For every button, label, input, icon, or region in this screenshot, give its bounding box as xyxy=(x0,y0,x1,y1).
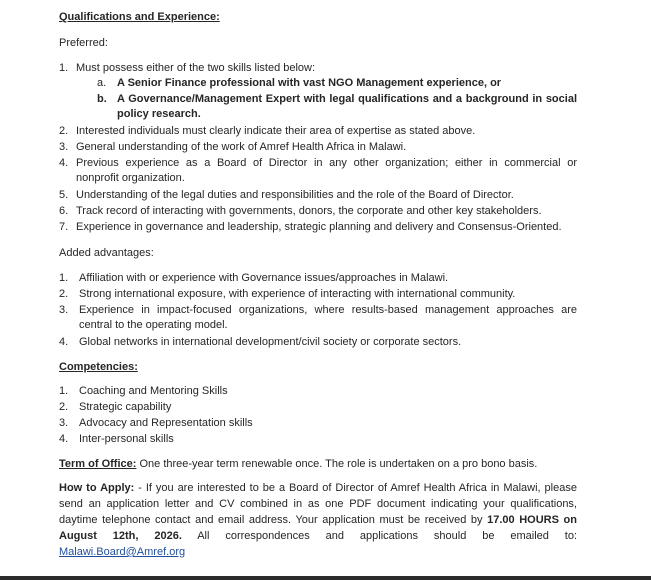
qualification-number: 3. xyxy=(59,141,69,153)
competency-number: 2. xyxy=(59,401,69,413)
advantage-item: Strong international exposure, with experience of interacting with international community. xyxy=(79,288,516,300)
term-text: One three-year term renewable once. The role is undertaken on a pro bono basis. xyxy=(136,458,538,470)
competencies-heading: Competencies: xyxy=(59,361,138,373)
apply-line-2: send an application letter and CV combined in as one PDF document indicating your qualifications, xyxy=(59,498,577,510)
competency-number: 4. xyxy=(59,433,69,445)
deadline-date: August 12th, 2026. xyxy=(59,530,182,542)
preferred-label: Preferred: xyxy=(59,37,108,49)
apply-text: daytime telephone contact and email address. Your application must be received by xyxy=(59,514,488,526)
qualification-number: 1. xyxy=(59,62,69,74)
apply-line-1 xyxy=(59,482,577,495)
qualification-item: Must possess either of the two skills listed below: xyxy=(76,62,316,74)
email-link[interactable]: Malawi.Board@Amref.org xyxy=(59,546,186,558)
apply-label: How to Apply: xyxy=(59,482,139,494)
qualification-number: 4. xyxy=(59,157,69,169)
qualification-number: 2. xyxy=(59,125,69,137)
qualification-number: 6. xyxy=(59,205,69,217)
qualification-number: 7. xyxy=(59,221,69,233)
competency-item: Strategic capability xyxy=(79,401,172,413)
competency-item: Coaching and Mentoring Skills xyxy=(79,385,228,397)
advantage-item: Affiliation with or experience with Governance issues/approaches in Malawi. xyxy=(79,272,449,284)
apply-line-3 xyxy=(59,514,577,527)
qualification-number: 5. xyxy=(59,189,69,201)
advantage-number: 4. xyxy=(59,336,69,348)
advantage-item: Experience in impact-focused organizations, where results-based management approaches are xyxy=(79,304,577,316)
advantages-heading: Added advantages: xyxy=(59,247,154,259)
sub-item-letter: b. xyxy=(97,93,107,105)
advantage-number: 1. xyxy=(59,272,69,284)
sub-item-letter: a. xyxy=(97,77,107,89)
advantage-item-continued: central to the operating model. xyxy=(79,319,228,331)
advantage-number: 2. xyxy=(59,288,69,300)
sub-item-text: A Senior Finance professional with vast NGO Management experience, or xyxy=(117,77,502,89)
qualification-item: Understanding of the legal duties and responsibilities and the role of the Board of Director. xyxy=(76,189,514,201)
advantage-number: 3. xyxy=(59,304,69,316)
qualification-item: General understanding of the work of Amref Health Africa in Malawi. xyxy=(76,141,407,153)
bottom-border xyxy=(0,576,651,580)
deadline-time: 17.00 HOURS on xyxy=(487,514,577,526)
apply-text: - If you are interested to be a Board of Director of Amref Health Africa in Malawi, please xyxy=(138,482,577,494)
qualification-item: Previous experience as a Board of Director in any other organization; either in commercial or xyxy=(76,157,577,169)
term-of-office xyxy=(59,458,537,471)
qualification-item: Experience in governance and leadership, strategic planning and delivery and Consensus-Oriented. xyxy=(76,221,562,233)
qualification-item-continued: nonprofit organization. xyxy=(76,172,185,184)
apply-line-4 xyxy=(59,530,577,543)
competency-number: 1. xyxy=(59,385,69,397)
qualification-item: Interested individuals must clearly indicate their area of expertise as stated above. xyxy=(76,125,476,137)
competency-number: 3. xyxy=(59,417,69,429)
apply-email-line xyxy=(59,546,185,559)
sub-item-text-continued: policy research. xyxy=(117,108,201,120)
term-label: Term of Office: xyxy=(59,458,137,470)
advantage-item: Global networks in international development/civil society or corporate sectors. xyxy=(79,336,462,348)
qualification-item: Track record of interacting with governments, donors, the corporate and other key stakeholders. xyxy=(76,205,542,217)
competency-item: Advocacy and Representation skills xyxy=(79,417,253,429)
qualifications-heading: Qualifications and Experience: xyxy=(59,11,220,23)
apply-text: All correspondences and applications should be emailed to: xyxy=(197,530,578,542)
sub-item-text: A Governance/Management Expert with legal qualifications and a background in social xyxy=(117,93,577,105)
competency-item: Inter-personal skills xyxy=(79,433,174,445)
